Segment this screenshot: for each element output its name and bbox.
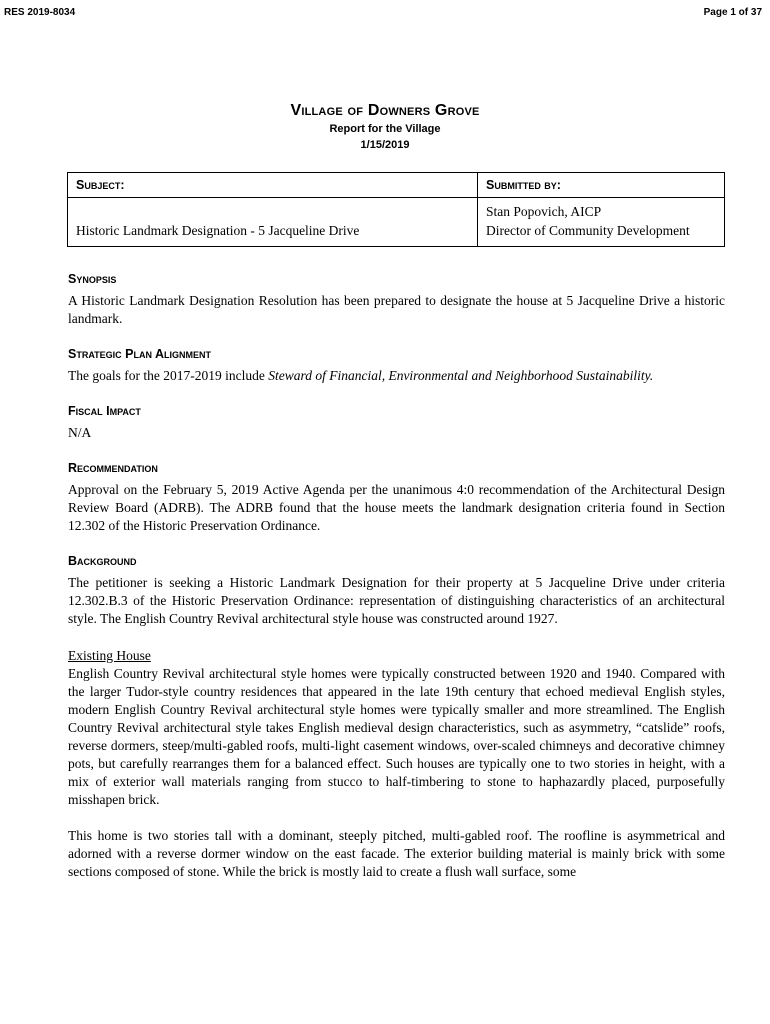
recommendation-heading: Recommendation (68, 461, 158, 475)
submitter-name: Stan Popovich, AICP (486, 204, 602, 219)
page-number: Page 1 of 37 (703, 7, 762, 18)
existing-house-subheading: Existing House (68, 648, 151, 663)
fiscal-impact-heading: Fiscal Impact (68, 404, 141, 418)
report-subtitle: Report for the Village (329, 123, 441, 135)
subject-label: Subject: (68, 173, 478, 198)
document-id: RES 2019-8034 (4, 7, 76, 18)
strategic-plan-text (68, 367, 725, 385)
subject-table (67, 172, 725, 247)
fiscal-impact-text: N/A (68, 425, 92, 440)
report-body (68, 272, 725, 881)
background-heading: Background (68, 554, 137, 568)
report-date: 1/15/2019 (360, 139, 410, 151)
strategic-plan-goal: Steward of Financial, Environmental and Neighborhood Sustainability. (268, 368, 654, 383)
recommendation-text: Approval on the February 5, 2019 Active Agenda per the unanimous 4:0 recommendation of the Architectural Design Review Board (ADRB). The ADRB found that the house meets the landmark designation criteria found in Section 12.302 of the Historic Preservation Ordinance. (68, 482, 725, 533)
synopsis-text: A Historic Landmark Designation Resolution has been prepared to designate the house at 5 Jacqueline Drive a historic landmark. (68, 293, 725, 326)
existing-house-para-1: English Country Revival architectural style homes were typically constructed between 1920 and 1940. Compared with the larger Tudor-style country residences that appeared in the late 19th century that echoed medieval English styles, modern English Country Revival architectural style homes were typically smaller and more streamlined. The English Country Revival architectural style takes English medieval design characteristics, such as asymmetry, “catslide” roofs, reverse dormers, steep/multi-gabled roofs, multi-light casement windows, over-scaled chimneys and decorative chimney pots, but carefully rearranges them for a balanced effect. Such houses are typically one to two stories in height, with a mix of exterior wall materials ranging from stucco to half-timbering to stone to haphazardly placed, purposefully misshapen brick. (68, 666, 725, 807)
report-title-block (0, 102, 770, 152)
synopsis-heading: Synopsis (68, 272, 117, 286)
subject-value: Historic Landmark Designation - 5 Jacqueline Drive (68, 198, 478, 247)
strategic-plan-heading: Strategic Plan Alignment (68, 347, 212, 361)
submitter-title: Director of Community Development (486, 223, 690, 238)
strategic-plan-text-plain: The goals for the 2017-2019 include (68, 368, 269, 383)
submitted-by-label: Submitted by: (478, 173, 725, 198)
submitter-cell (478, 198, 725, 247)
report-title: Village of Downers Grove (290, 102, 480, 119)
background-text: The petitioner is seeking a Historic Landmark Designation for their property at 5 Jacqueline Drive under criteria 12.302.B.3 of the Historic Preservation Ordinance: representation of distinguishing characteristics of an architectural style. The English Country Revival architectural style house was constructed around 1927. (68, 575, 725, 626)
existing-house-para-2: This home is two stories tall with a dominant, steeply pitched, multi-gabled roof. The roofline is asymmetrical and adorned with a reverse dormer window on the east facade. The exterior building material is mainly brick with some sections composed of stone. While the brick is mostly laid to create a flush wall surface, some (68, 828, 725, 879)
